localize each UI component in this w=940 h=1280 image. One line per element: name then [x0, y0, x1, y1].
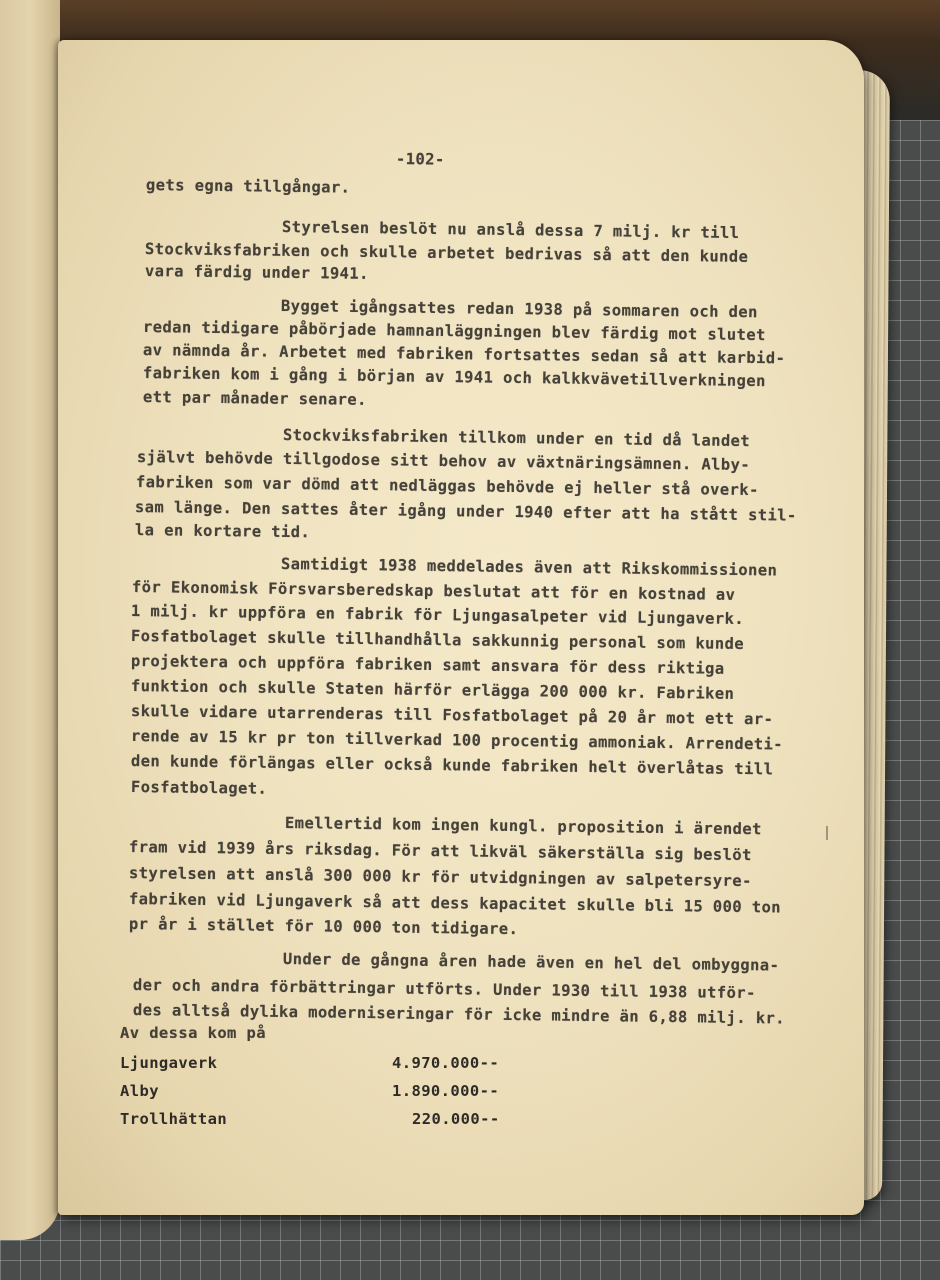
text-line: ett par månader senare. [142, 388, 367, 409]
figures-label: Trollhättan [120, 1110, 228, 1128]
text-line: Emellertid kom ingen kungl. proposition i ärendet [284, 814, 762, 839]
figures-label: Ljungaverk [120, 1054, 218, 1072]
text-line: gets egna tillgångar. [145, 176, 351, 197]
text-line: fabriken som var dömd att nedläggas behövde ej heller stå overk- [135, 473, 759, 500]
text-line: Under de gångna åren hade även en hel del ombyggna- [282, 950, 780, 975]
text-line: Av dessa kom på [120, 1024, 266, 1042]
figures-label: Alby [120, 1082, 159, 1100]
text-line: fabriken vid Ljungaverk så att dess kapacitet skulle bli 15 000 ton [128, 890, 782, 917]
text-line: der och andra förbättringar utförts. Under 1930 till 1938 utför- [132, 976, 756, 1003]
text-line: sam länge. Den sattes åter igång under 1940 efter att ha stått stil- [134, 498, 797, 525]
page-number: -102- [395, 150, 445, 169]
figures-value: 1.890.000-- [392, 1082, 500, 1100]
text-line: des alltså dylika moderniseringar för icke mindre än 6,88 milj. kr. [132, 1001, 786, 1028]
text-line: Stockviksfabriken och skulle arbetet bedrivas så att den kunde [144, 240, 749, 266]
figures-value: 220.000-- [412, 1110, 500, 1128]
text-line: Fosfatbolaget skulle tillhandhålla sakkunnig personal som kunde [130, 627, 745, 654]
text-line: pr år i stället för 10 000 ton tidigare. [128, 915, 519, 939]
text-line: projektera och uppföra fabriken samt ansvara för dess riktiga [130, 652, 725, 678]
text-line: Fosfatbolaget. [130, 778, 268, 798]
text-line: fabriken kom i gång i början av 1941 och kalkkvävetillverkningen [142, 364, 766, 391]
text-line: rende av 15 kr pr ton tillverkad 100 procentig ammoniak. Arrendeti- [130, 727, 784, 754]
text-line: fram vid 1939 års riksdag. För att likväl säkerställa sig beslöt [128, 838, 752, 865]
text-line: självt behövde tillgodose sitt behov av växtnäringsämnen. Alby- [136, 448, 751, 475]
text-line: skulle vidare utarrenderas till Fosfatbolaget på 20 år mot ett ar- [130, 702, 774, 729]
figures-value: 4.970.000-- [392, 1054, 500, 1072]
text-line: Bygget igångsattes redan 1938 på sommaren och den [280, 297, 758, 322]
text-line: Styrelsen beslöt nu anslå dessa 7 milj. kr till [281, 218, 740, 242]
text-line: Stockviksfabriken tillkom under en tid då landet [282, 426, 751, 451]
text-line: av nämnda år. Arbetet med fabriken fortsattes sedan så att karbid- [142, 341, 786, 368]
text-line: den kunde förlängas eller också kunde fabriken helt överlåtas till [130, 752, 774, 779]
text-line: för Ekonomisk Försvarsberedskap beslutat att för en kostnad av [131, 578, 736, 604]
text-line: Samtidigt 1938 meddelades även att Rikskommissionen [280, 555, 778, 580]
text-line: vara färdig under 1941. [144, 262, 369, 283]
text-line: funktion och skulle Staten härför erlägga 200 000 kr. Fabriken [130, 677, 735, 703]
margin-mark [826, 826, 828, 840]
text-line: 1 milj. kr uppföra en fabrik för Ljungasalpeter vid Ljungaverk. [130, 602, 745, 629]
text-line: la en kortare tid. [134, 521, 311, 542]
text-line: redan tidigare påbörjade hamnanläggningen blev färdig mot slutet [142, 318, 766, 345]
text-line: styrelsen att anslå 300 000 kr för utvidgningen av salpetersyre- [128, 864, 752, 891]
